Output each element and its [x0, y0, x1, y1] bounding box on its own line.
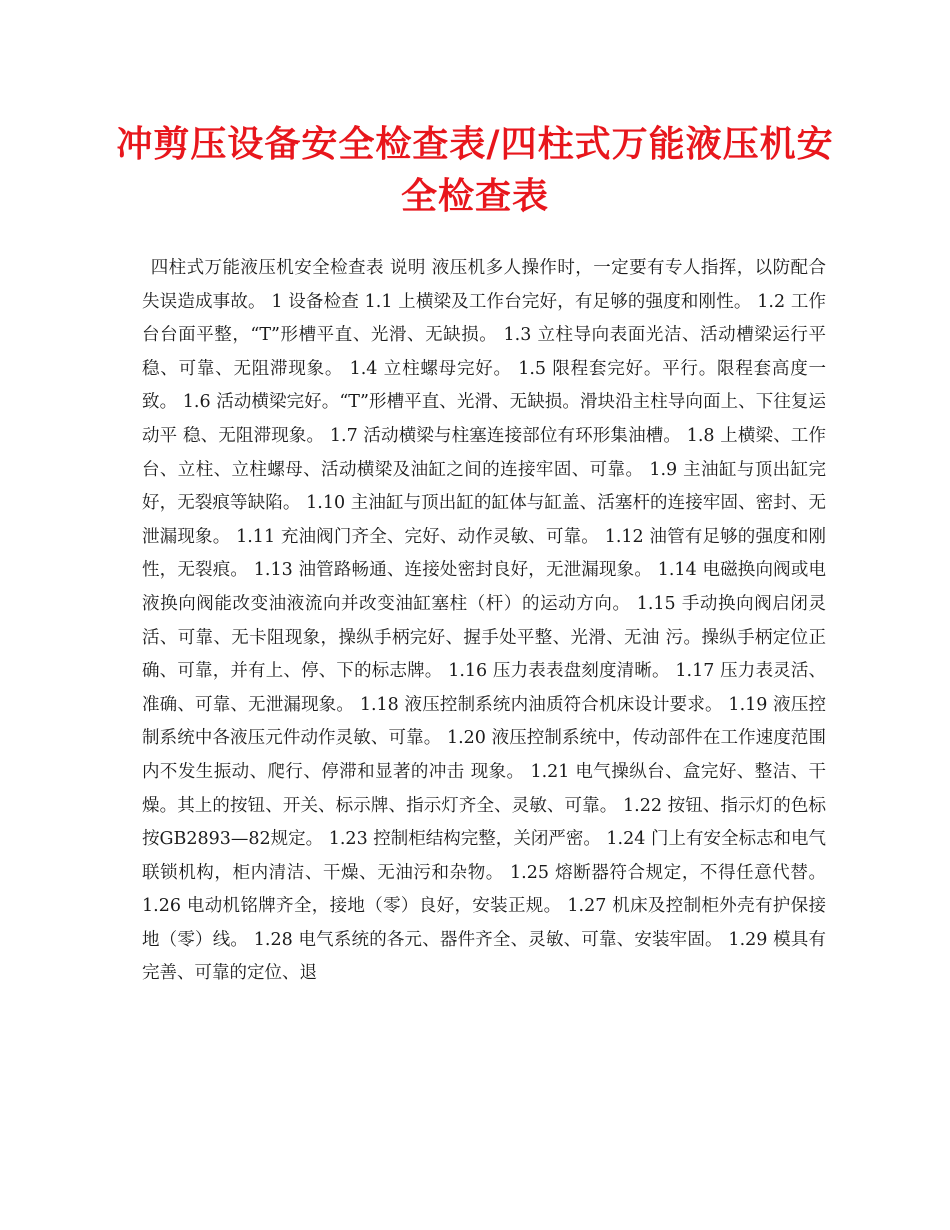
document-body-paragraph: 四柱式万能液压机安全检查表 说明 液压机多人操作时，一定要有专人指挥，以防配合失误造成事故。 1 设备检查 1.1 上横梁及工作台完好，有足够的强度和刚性。 1.2 工作台台面平整，“T”形槽平直、光滑、无缺损。 1.3 立柱导向表面光洁、活动槽梁运行平稳、可靠、无阻滞现象。 1.4 立柱螺母完好。 1.5 限程套完好。平行。限程套高度一致。 1.6 活动横梁完好。“T”形槽平直、光滑、无缺损。滑块沿主柱导向面上、下往复运动平 稳、无阻滞现象。 1.7 活动横梁与柱塞连接部位有环形集油槽。 1.8 上横梁、工作台、立柱、立柱螺母、活动横梁及油缸之间的连接牢固、可靠。 1.9 主油缸与顶出缸完好，无裂痕等缺陷。 1.10 主油缸与顶出缸的缸体与缸盖、活塞杆的连接牢固、密封、无泄漏现象。 1.11 充油阀门齐全、完好、动作灵敏、可靠。 1.12 油管有足够的强度和刚性，无裂痕。 1.13 油管路畅通、连接处密封良好，无泄漏现象。 1.14 电磁换向阀或电液换向阀能改变油液流向并改变油缸塞柱（杆）的运动方向。 1.15 手动换向阀启闭灵活、可靠、无卡阻现象，操纵手柄完好、握手处平整、光滑、无油 污。操纵手柄定位正确、可靠，并有上、停、下的标志牌。 1.16 压力表表盘刻度清晰。 1.17 压力表灵活、准确、可靠、无泄漏现象。 1.18 液压控制系统内油质符合机床设计要求。 1.19 液压控制系统中各液压元件动作灵敏、可靠。 1.20 液压控制系统中，传动部件在工作速度范围内不发生振动、爬行、停滞和显著的冲击 现象。 1.21 电气操纵台、盒完好、整洁、干燥。其上的按钮、开关、标示牌、指示灯齐全、灵敏、可靠。 1.22 按钮、指示灯的色标按GB2893—82规定。 1.23 控制柜结构完整，关闭严密。 1.24 门上有安全标志和电气联锁机构，柜内清洁、干燥、无油污和杂物。 1.25 熔断器符合规定，不得任意代替。 1.26 电动机铭牌齐全，接地（零）良好，安装正规。 1.27 机床及控制柜外壳有护保接地（零）线。 1.28 电气系统的各元、器件齐全、灵敏、可靠、安装牢固。 1.29 模具有完善、可靠的定位、退	[142, 258, 826, 984]
document-title: 冲剪压设备安全检查表/四柱式万能液压机安全检查表	[116, 123, 834, 217]
